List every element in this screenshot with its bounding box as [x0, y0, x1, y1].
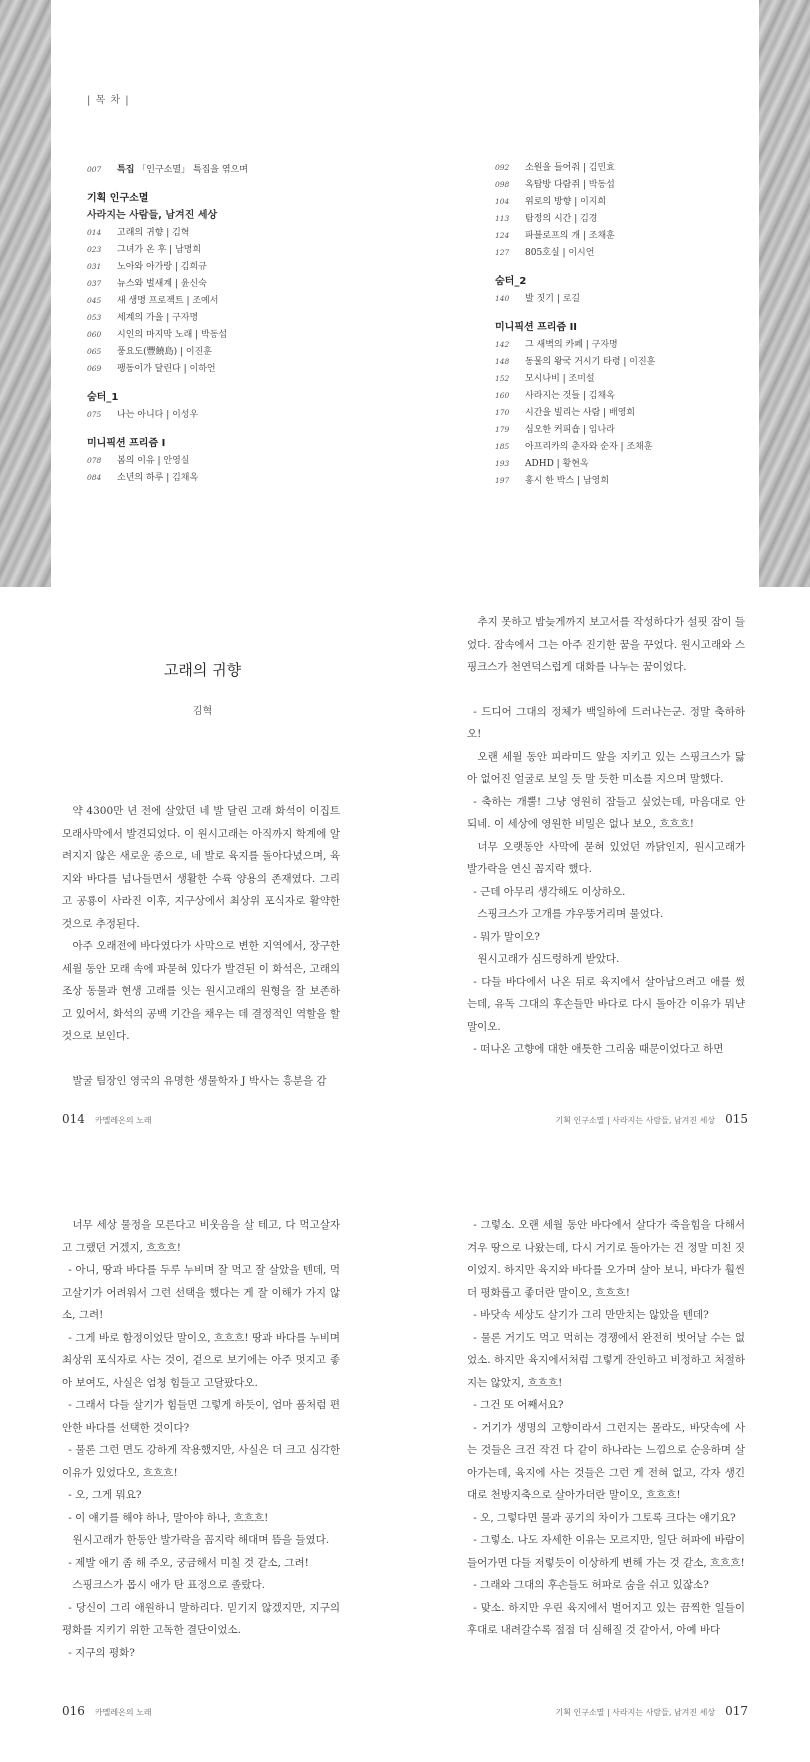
- toc-section-heading: [87, 434, 357, 449]
- toc-page-number: 037: [87, 279, 102, 288]
- toc-page-number: 045: [87, 296, 102, 305]
- body-paragraph: - 아니, 땅과 바다를 두루 누비며 잘 먹고 잘 살았을 텐데, 먹고살기가 어려워서 그런 선택을 했다는 게 잘 이해가 가지 않소, 그려!: [62, 1264, 340, 1321]
- toc-entry[interactable]: [495, 177, 755, 194]
- toc-title-text: 805호실: [525, 248, 560, 258]
- toc-page-number: 078: [87, 456, 102, 465]
- page-016-body: [62, 1214, 340, 1664]
- toc-entry-title: [525, 160, 615, 173]
- toc-entry[interactable]: [495, 354, 755, 371]
- toc-title-text: 아프리카의 춘자와 순자: [525, 442, 618, 452]
- body-paragraph: 스핑크스가 고개를 갸우뚱거리며 물었다.: [477, 908, 664, 920]
- toc-page-number: 031: [87, 262, 102, 271]
- toc-entry-title: [117, 259, 207, 272]
- body-paragraph: - 그렇소. 나도 자세한 이유는 모르지만, 일단 허파에 바람이 들어가면 다들 저렇듯이 이상하게 변해 가는 것 같소, 흐흐흐!: [467, 1534, 745, 1569]
- toc-author: 황현옥: [562, 459, 589, 469]
- toc-separator: |: [580, 391, 589, 401]
- toc-author: 김민효: [588, 163, 615, 173]
- toc-author: 이지희: [580, 197, 607, 207]
- body-paragraph: 너무 오랫동안 사막에 묻혀 있었던 까닭인지, 원시고래가 발가락을 연신 꼼지락 했다.: [467, 840, 745, 875]
- toc-entry-title: [117, 470, 198, 483]
- body-paragraph: 너무 세상 물정을 모른다고 비웃음을 살 테고, 다 먹고살자고 그랬던 거겠지, 흐흐흐!: [62, 1219, 340, 1254]
- toc-separator: |: [574, 476, 583, 486]
- toc-separator: |: [172, 262, 181, 272]
- toc-page-number: 170: [495, 408, 510, 417]
- toc-entry-title: [525, 194, 606, 207]
- body-paragraph: - 바닷속 세상도 살기가 그리 만만치는 않았을 텐데?: [473, 1309, 709, 1321]
- toc-separator: |: [559, 374, 569, 384]
- toc-separator: |: [580, 231, 589, 241]
- toc-title-text: 사라지는 것들: [525, 391, 581, 401]
- toc-title-text: ADHD: [525, 459, 554, 469]
- toc-entry[interactable]: [495, 371, 755, 388]
- toc-title-text: 나는 아니다: [117, 410, 164, 420]
- toc-entry[interactable]: [495, 388, 755, 405]
- toc-entry-title: [117, 327, 227, 340]
- spread-016-017: [0, 1174, 810, 1762]
- toc-author: 구자명: [172, 313, 199, 323]
- toc-author: 윤신숙: [180, 279, 207, 289]
- toc-title-text: 위로의 방향: [525, 197, 572, 207]
- toc-entry-title: [525, 388, 615, 401]
- toc-entry-title: [117, 162, 248, 175]
- toc-entry-title: [525, 422, 615, 435]
- toc-entry[interactable]: [495, 456, 755, 473]
- toc-title-text: 소원을 들어줘: [525, 163, 581, 173]
- body-paragraph: - 거기가 생명의 고향이라서 그런지는 몰라도, 바닷속에 사는 것들은 크건 작건 다 같이 하나라는 느낌으로 순응하며 살아가는데, 육지에 사는 것들은 그런 게 전혀 없고, 각자 생긴 대로 천방지축으로 살아가더란 말이오, 흐흐흐!: [467, 1421, 745, 1501]
- toc-author: 구자명: [591, 340, 618, 350]
- toc-page-number: 014: [87, 228, 102, 237]
- toc-title-text: 동물의 왕국 거시기 타령: [525, 357, 621, 367]
- toc-title-text: 고래의 귀향: [117, 228, 164, 238]
- toc-author: 안영실: [163, 456, 190, 466]
- toc-section-heading: [495, 272, 755, 287]
- toc-author: 이진훈: [629, 357, 656, 367]
- toc-page-number: 197: [495, 476, 510, 485]
- toc-entry-title: [525, 337, 618, 350]
- toc-page-number: 179: [495, 425, 510, 434]
- paragraph-gap: [467, 679, 745, 701]
- toc-entry[interactable]: [495, 473, 755, 490]
- toc-section-label: 숨터_1: [87, 392, 119, 403]
- toc-entry-title: [525, 291, 580, 304]
- toc-page-number: 160: [495, 391, 510, 400]
- toc-entry-title: [117, 407, 198, 420]
- body-paragraph: 아주 오래전에 바다였다가 사막으로 변한 지역에서, 장구한 세월 동안 모래 속에 파묻혀 있다가 발견된 이 화석은, 고래의 조상 동물과 현생 고래를 잇는 원시고래의 원형을 잘 보존하고 있어서, 화석의 공백 기간을 채우는 데 결정적인 역할을 할 것으로 보인다.: [62, 940, 340, 1042]
- toc-separator: |: [580, 163, 589, 173]
- toc-entry[interactable]: [87, 293, 357, 310]
- toc-separator: |: [600, 408, 610, 418]
- toc-separator: |: [163, 473, 173, 483]
- body-paragraph: - 오, 그게 뭐요?: [68, 1489, 142, 1501]
- toc-entry-title: [525, 177, 615, 190]
- toc-page-number: 148: [495, 357, 510, 366]
- body-paragraph: - 이 얘기를 해야 하나, 말아야 하나, 흐흐흐!: [68, 1511, 269, 1524]
- toc-entry[interactable]: [495, 422, 755, 439]
- toc-title-text: 노아와 아가랑: [117, 262, 173, 272]
- toc-separator: |: [617, 442, 627, 452]
- body-paragraph: 오랜 세월 동안 피라미드 앞을 지키고 있는 스핑크스가 닳아 없어진 얼굴로 보일 듯 말 듯한 미소를 지으며 말했다.: [467, 750, 745, 785]
- toc-separator: |: [183, 296, 193, 306]
- toc-entry[interactable]: [87, 162, 357, 179]
- toc-entry-title: [525, 245, 594, 258]
- toc-entry-title: [117, 242, 201, 255]
- toc-title-text: 파블로프의 개: [525, 231, 581, 241]
- body-paragraph: - 물론 거기도 먹고 먹히는 경쟁에서 완전히 벗어날 수는 없었소. 하지만 육지에서처럼 그렇게 잔인하고 비정하고 처절하지는 않았지, 흐흐흐!: [467, 1331, 745, 1389]
- toc-separator: |: [172, 279, 181, 289]
- page-number: 016: [62, 1704, 85, 1718]
- toc-title-text: 봄의 이유: [117, 456, 155, 466]
- toc-entry[interactable]: [495, 228, 755, 245]
- toc-page-number: 104: [495, 197, 510, 206]
- body-paragraph: 발굴 팀장인 영국의 유명한 생물학자 J 박사는 흥분을 감: [72, 1074, 327, 1087]
- toc-entry[interactable]: [87, 407, 357, 424]
- toc-section-subtitle: 사라지는 사람들, 남겨진 세상: [87, 210, 218, 221]
- toc-author: 이시언: [568, 248, 595, 258]
- running-footer: 기획 인구소멸 | 사라지는 사람들, 남겨진 세상: [555, 1708, 716, 1717]
- toc-section-label: 기획 인구소멸: [87, 193, 149, 204]
- toc-author: 로길: [562, 294, 581, 304]
- toc-author: 김희규: [180, 262, 207, 272]
- toc-author: 이진훈: [185, 347, 212, 357]
- toc-page: [0, 0, 810, 587]
- body-paragraph: - 그렇소. 오랜 세월 동안 바다에서 살다가 죽을힘을 다해서 겨우 땅으로 나왔는데, 다시 거기로 돌아가는 건 정말 미친 짓이었지. 하지만 육지와 바다를 오가며 살아 보니, 바다가 훨씬 더 평화롭고 좋더란 말이오, 흐흐흐!: [467, 1219, 745, 1299]
- toc-entry-title: [117, 344, 212, 357]
- toc-entry-title: [117, 225, 190, 238]
- toc-author: 김혁: [172, 228, 190, 238]
- toc-separator: |: [154, 456, 164, 466]
- page-014-footer: [62, 1112, 152, 1126]
- toc-separator: |: [163, 410, 173, 420]
- toc-right-column: [495, 160, 755, 490]
- toc-section-heading: [495, 318, 755, 333]
- toc-page-number: 053: [87, 313, 102, 322]
- page-015-footer: [555, 1112, 748, 1126]
- page-015-body: [467, 611, 745, 1061]
- toc-author: 이하언: [189, 364, 216, 374]
- toc-entry[interactable]: [495, 291, 755, 308]
- toc-author: 박동섭: [201, 330, 228, 340]
- toc-separator: |: [177, 347, 186, 357]
- toc-section-heading: [87, 189, 357, 221]
- toc-title-text: 홍시 한 박스: [525, 476, 575, 486]
- toc-page-number: 060: [87, 330, 102, 339]
- toc-page-number: 127: [495, 248, 510, 257]
- body-paragraph: 원시고래가 한동안 발가락을 꼼지락 해대며 뜸을 들였다.: [72, 1534, 330, 1546]
- toc-author: 이성우: [172, 410, 199, 420]
- toc-title-text: 시인의 마지막 노래: [117, 330, 193, 340]
- toc-entry-title: [525, 371, 595, 384]
- toc-separator: |: [166, 245, 175, 255]
- page-number: 017: [725, 1704, 748, 1718]
- toc-entry-title: [525, 228, 615, 241]
- toc-separator: |: [559, 248, 569, 258]
- toc-entry[interactable]: [495, 337, 755, 354]
- toc-title-text: 풍요도(豐饒島): [117, 347, 178, 357]
- body-paragraph: - 그게 바로 함정이었단 말이오, 흐흐흐! 땅과 바다를 누비며 최상위 포식자로 사는 것이, 겉으로 보기에는 아주 멋지고 좋아 보여도, 사실은 엄청 힘들고 고달팠다오.: [62, 1331, 340, 1389]
- toc-page-number: 152: [495, 374, 510, 383]
- body-paragraph: - 드디어 그대의 정체가 백일하에 드러나는군. 정말 축하하오!: [467, 705, 745, 740]
- toc-separator: |: [163, 313, 173, 323]
- body-paragraph: - 그건 또 어째서요?: [473, 1399, 564, 1411]
- toc-page-number: 092: [495, 163, 510, 172]
- page-number: 015: [725, 1112, 748, 1126]
- page-017-footer: [555, 1704, 748, 1718]
- toc-title-text: 탐정의 시간: [525, 214, 572, 224]
- running-footer: 카멜레온의 노래: [94, 1116, 152, 1125]
- toc-author: 박동섭: [588, 180, 615, 190]
- body-paragraph: - 그래와 그대의 후손들도 허파로 숨을 쉬고 있잖소?: [473, 1579, 709, 1591]
- toc-separator: |: [620, 357, 630, 367]
- page-016-footer: [62, 1704, 152, 1718]
- toc-separator: |: [180, 364, 190, 374]
- toc-entry-title: [525, 456, 589, 469]
- decorative-texture-right: [759, 0, 810, 587]
- toc-author: 임나라: [588, 425, 615, 435]
- toc-author: 김경: [580, 214, 598, 224]
- toc-separator: |: [192, 330, 202, 340]
- toc-separator: |: [580, 180, 589, 190]
- toc-entry-title: [525, 439, 653, 452]
- toc-page-number: 007: [87, 165, 102, 174]
- toc-title-text: 팽동이가 달린다: [117, 364, 181, 374]
- toc-entry-title: [117, 361, 216, 374]
- toc-title-text: 그녀가 온 후: [117, 245, 167, 255]
- toc-entry[interactable]: [87, 344, 357, 361]
- decorative-texture-left: [0, 0, 51, 587]
- toc-entry[interactable]: [87, 453, 357, 470]
- toc-feature-label: 특집: [117, 165, 135, 175]
- body-paragraph: - 다들 바다에서 나온 뒤로 육지에서 살아남으려고 애를 썼는데, 유독 그대의 후손들만 바다로 다시 돌아간 이유가 뭐냔 말이오.: [467, 975, 745, 1033]
- page-014-body: [62, 800, 340, 1092]
- toc-page-number: 075: [87, 410, 102, 419]
- toc-page-number: 193: [495, 459, 510, 468]
- toc-title-text: 그 새벽의 카페: [525, 340, 583, 350]
- body-paragraph: - 그래서 다들 살기가 힘들면 그렇게 하듯이, 엄마 품처럼 편안한 바다를 선택한 것이다?: [62, 1399, 340, 1434]
- toc-page-number: 113: [495, 214, 510, 223]
- body-paragraph: 약 4300만 년 전에 살았던 네 발 달린 고래 화석이 이집트 모래사막에서 발견되었다. 이 원시고래는 아직까지 학계에 알려지지 않은 새로운 종으로, 네 발로 육지를 돌아다녔으며, 육지와 바다를 넘나들면서 생활한 수륙 양용의 존재였다. 그리고 공룡이 사라진 이후, 지구상에서 최상위 포식자로 활약한 것으로 추정된다.: [62, 805, 340, 930]
- toc-entry[interactable]: [495, 439, 755, 456]
- running-footer: 기획 인구소멸 | 사라지는 사람들, 남겨진 세상: [555, 1116, 716, 1125]
- toc-author: 배영희: [609, 408, 636, 418]
- toc-author: 조채훈: [588, 231, 615, 241]
- toc-page-number: 023: [87, 245, 102, 254]
- body-paragraph: - 근데 아무리 생각해도 이상하오.: [473, 885, 626, 898]
- toc-title-text: 새 생명 프로젝트: [117, 296, 184, 306]
- toc-entry[interactable]: [87, 225, 357, 242]
- toc-entry[interactable]: [87, 327, 357, 344]
- body-paragraph: - 제발 애기 좀 해 주오, 궁금해서 미칠 것 같소, 그려!: [68, 1556, 309, 1569]
- toc-author: 조미설: [568, 374, 595, 384]
- toc-entry[interactable]: [87, 361, 357, 378]
- body-paragraph: - 축하는 개뿔! 그냥 영원히 잠들고 싶었는데, 마음대로 안 되네. 이 세상에 영원한 비밀은 없나 보오, 흐흐흐!: [467, 795, 745, 830]
- toc-separator: |: [553, 294, 563, 304]
- toc-author: 조예서: [192, 296, 219, 306]
- toc-title-text: 세계의 가을: [117, 313, 164, 323]
- toc-entry[interactable]: [87, 242, 357, 259]
- toc-section-label: 미니픽션 프리즘 I: [87, 438, 166, 449]
- toc-left-column: [87, 162, 357, 487]
- toc-entry-title: [117, 310, 198, 323]
- story-author: 김혁: [192, 706, 213, 717]
- toc-separator: |: [571, 197, 581, 207]
- toc-author: 김채옥: [588, 391, 615, 401]
- spread-014-015: [0, 587, 810, 1174]
- toc-page-number: 124: [495, 231, 510, 240]
- body-paragraph: 스핑크스가 몹시 애가 탄 표정으로 졸랐다.: [72, 1579, 265, 1591]
- toc-entry[interactable]: [495, 160, 755, 177]
- toc-title-text: 발 짓기: [525, 294, 554, 304]
- toc-entry[interactable]: [87, 259, 357, 276]
- toc-title-text: 뉴스와 벌새계: [117, 279, 173, 289]
- toc-title-text: 시간을 빌리는 사람: [525, 408, 601, 418]
- body-paragraph: - 당신이 그리 애원하니 말하리다. 믿기지 않겠지만, 지구의 평화를 지키기 위한 고독한 결단이었소.: [62, 1601, 340, 1636]
- page-017-body: [467, 1214, 745, 1642]
- toc-section-label: 미니픽션 프리즘 II: [495, 322, 578, 333]
- body-paragraph: - 오, 그렇다면 물과 공기의 차이가 그토록 크다는 얘기요?: [473, 1511, 736, 1524]
- toc-entry[interactable]: [87, 276, 357, 293]
- page-number: 014: [62, 1112, 85, 1126]
- toc-page-number: 142: [495, 340, 510, 349]
- toc-page-number: 084: [87, 473, 102, 482]
- toc-entry-title: [525, 473, 609, 486]
- toc-page-number: 185: [495, 442, 510, 451]
- toc-title-text: 옥탑방 다람쥐: [525, 180, 581, 190]
- toc-separator: |: [582, 340, 592, 350]
- toc-entry[interactable]: [495, 245, 755, 262]
- toc-title-text: 모시나비: [525, 374, 560, 384]
- toc-entry-title: [525, 211, 598, 224]
- toc-title-text: 소년의 하루: [117, 473, 164, 483]
- toc-title-text: 심오한 커피숍: [525, 425, 581, 435]
- toc-entry[interactable]: [87, 470, 357, 487]
- body-paragraph: - 지구의 평화?: [68, 1646, 135, 1659]
- toc-page-number: 069: [87, 364, 102, 373]
- toc-section-label: 숨터_2: [495, 276, 527, 287]
- body-paragraph: - 뭐가 말이오?: [473, 930, 540, 943]
- toc-author: 남영희: [582, 476, 610, 486]
- toc-author: 조채훈: [626, 442, 653, 452]
- toc-page-number: 065: [87, 347, 102, 356]
- toc-entry-title: [117, 293, 218, 306]
- toc-section-heading: [87, 388, 357, 403]
- body-paragraph: - 맞소. 하지만 우린 육지에서 벌어지고 있는 끔찍한 일들이 후대로 내려갈수록 점점 더 심해질 것 같아서, 아예 바다: [467, 1601, 745, 1636]
- toc-entry[interactable]: [495, 405, 755, 422]
- toc-separator: |: [571, 214, 581, 224]
- toc-title: | 목 차 |: [87, 95, 130, 106]
- toc-separator: |: [580, 425, 589, 435]
- running-footer: 카멜레온의 노래: [94, 1708, 152, 1717]
- toc-entry-title: [117, 453, 190, 466]
- body-paragraph: 추지 못하고 밤늦게까지 보고서를 작성하다가 설핏 잠이 들었다. 잠속에서 그는 아주 진기한 꿈을 꾸었다. 원시고래와 스핑크스가 천연덕스럽게 대화를 나누는 꿈이었다.: [467, 616, 745, 673]
- toc-entry-title: [525, 405, 635, 418]
- body-paragraph: - 물론 그런 면도 강하게 작용했지만, 사실은 더 크고 심각한 이유가 있었다오, 흐흐흐!: [62, 1444, 340, 1479]
- toc-author: 김채옥: [172, 473, 199, 483]
- toc-entry[interactable]: [87, 310, 357, 327]
- toc-author: 남명희: [174, 245, 202, 255]
- toc-title-text: 「인구소멸」 특집을 엮으며: [134, 165, 248, 175]
- toc-entry-title: [117, 276, 207, 289]
- toc-entry[interactable]: [495, 211, 755, 228]
- paragraph-gap: [62, 1048, 340, 1070]
- toc-separator: |: [553, 459, 563, 469]
- toc-entry[interactable]: [495, 194, 755, 211]
- body-paragraph: 원시고래가 심드렁하게 받았다.: [477, 953, 620, 965]
- toc-entry-title: [525, 354, 655, 367]
- toc-page-number: 140: [495, 294, 510, 303]
- toc-page-number: 098: [495, 180, 510, 189]
- body-paragraph: - 떠나온 고향에 대한 애틋한 그리움 때문이었다고 하면: [473, 1043, 724, 1055]
- story-title: 고래의 귀향: [163, 661, 242, 679]
- toc-separator: |: [163, 228, 173, 238]
